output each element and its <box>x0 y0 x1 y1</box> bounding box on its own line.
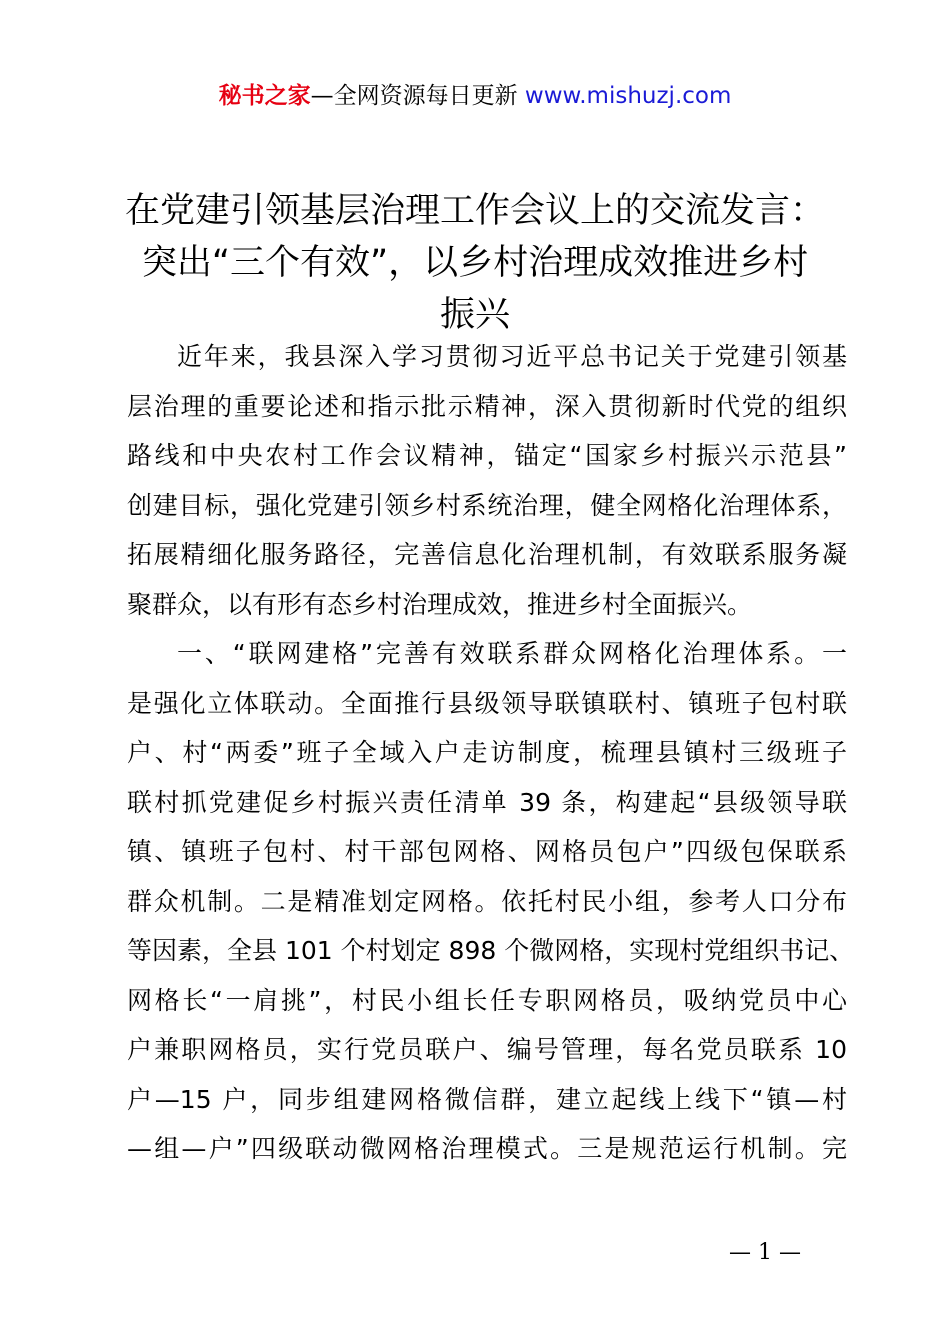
text-line: 户兼职网格员，实行党员联户、编号管理，每名党员联系 10 <box>127 1035 847 1064</box>
text-line: 网格长“一肩挑”，村民小组长任专职网格员，吸纳党员中心 <box>127 985 847 1015</box>
document-body <box>127 332 855 1174</box>
text-line: 是强化立体联动。全面推行县级领导联镇联村、镇班子包村联 <box>127 688 847 718</box>
text-line: 群众机制。二是精准划定网格。依托村民小组，参考人口分布 <box>127 886 847 916</box>
text-line: 近年来，我县深入学习贯彻习近平总书记关于党建引领基 <box>177 342 847 371</box>
document-title <box>100 185 850 341</box>
site-tagline: —全网资源每日更新 <box>310 83 518 109</box>
text-line: —组—户”四级联动微网格治理模式。三是规范运行机制。完 <box>127 1134 847 1163</box>
text-line: 一、“联网建格”完善有效联系群众网格化治理体系。一 <box>177 639 847 668</box>
text-line: 镇、镇班子包村、村干部包网格、网格员包户”四级包保联系 <box>127 837 847 866</box>
title-line: 振兴 <box>439 295 510 335</box>
page-number: — 1 — <box>729 1240 801 1265</box>
title-line: 在党建引领基层治理工作会议上的交流发言： <box>124 191 825 231</box>
text-line: 户、村“两委”班子全域入户走访制度，梳理县镇村三级班子 <box>127 738 847 767</box>
text-line: 聚群众，以有形有态乡村治理成效，推进乡村全面振兴。 <box>127 589 753 619</box>
text-line: 户—15 户，同步组建网格微信群，建立起线上线下“镇—村 <box>127 1084 847 1114</box>
text-line: 拓展精细化服务路径，完善信息化治理机制，有效联系服务凝 <box>127 540 847 569</box>
text-line: 创建目标，强化党建引领乡村系统治理，健全网格化治理体系， <box>127 490 847 520</box>
text-line: 联村抓党建促乡村振兴责任清单 39 条，构建起“县级领导联 <box>127 787 847 817</box>
site-url-link[interactable]: www.mishuzj.com <box>524 83 732 109</box>
text-line: 路线和中央农村工作会议精神，锚定“国家乡村振兴示范县” <box>127 441 847 470</box>
text-line: 层治理的重要论述和指示批示精神，深入贯彻新时代党的组织 <box>127 391 847 421</box>
site-header <box>0 80 950 112</box>
paragraph-intro <box>127 332 847 629</box>
site-brand: 秘书之家 <box>218 83 311 109</box>
paragraph-section-one <box>127 629 855 1174</box>
text-line: 等因素，全县 101 个村划定 898 个微网格，实现村党组织书记、 <box>127 936 855 965</box>
title-line: 突出“三个有效”，以乡村治理成效推进乡村 <box>141 243 809 283</box>
